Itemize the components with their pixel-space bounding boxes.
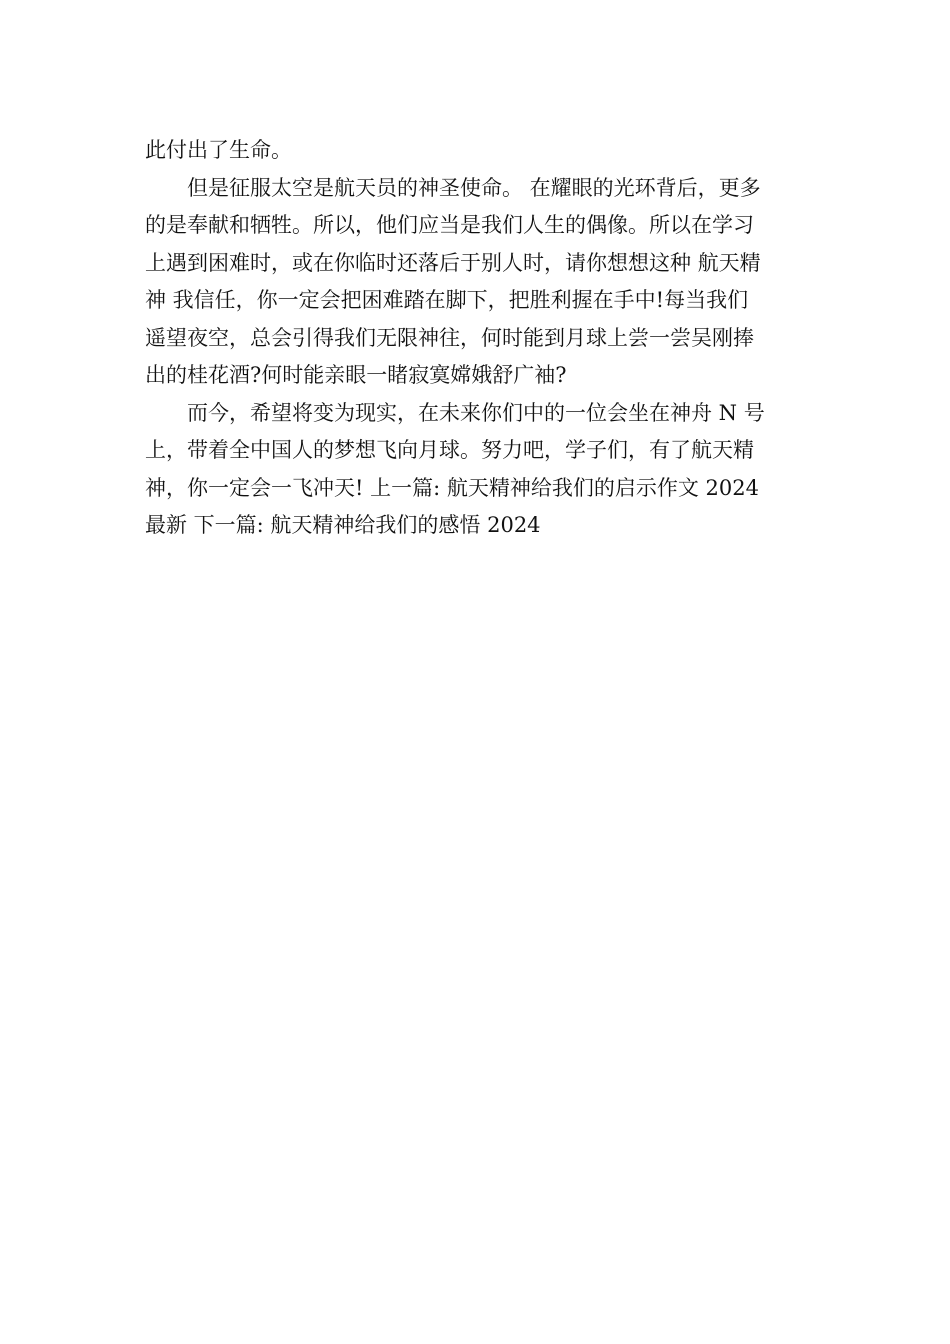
paragraph-2 [145, 170, 810, 395]
text-line: 神 我信任，你一定会把困难踏在脚下，把胜利握在手中!每当我们 [145, 288, 749, 312]
paragraph-3 [145, 395, 810, 545]
text-line: 最新 下一篇: 航天精神给我们的感悟 2024 [145, 513, 541, 537]
text-line: 神，你一定会一飞冲天! 上一篇: 航天精神给我们的启示作文 2024 [145, 475, 759, 500]
text-line: 上遇到困难时，或在你临时还落后于别人时，请你想想这种 航天精 [145, 250, 761, 275]
document-body [145, 132, 810, 545]
text-line: 但是征服太空是航天员的神圣使命。 在耀眼的光环背后，更多 [187, 175, 761, 200]
text-line: 上，带着全中国人的梦想飞向月球。努力吧，学子们，有了航天精 [145, 438, 754, 462]
text-line: 出的桂花酒?何时能亲眼一睹寂寞嫦娥舒广袖? [145, 363, 567, 387]
text-line: 的是奉献和牺牲。所以，他们应当是我们人生的偶像。所以在学习 [145, 213, 754, 237]
paragraph-1 [145, 132, 810, 170]
text-line: 遥望夜空，总会引得我们无限神往，何时能到月球上尝一尝吴刚捧 [145, 325, 754, 350]
text-line: 而今，希望将变为现实，在未来你们中的一位会坐在神舟 N 号 [187, 400, 765, 425]
text-line: 此付出了生命。 [145, 138, 292, 162]
